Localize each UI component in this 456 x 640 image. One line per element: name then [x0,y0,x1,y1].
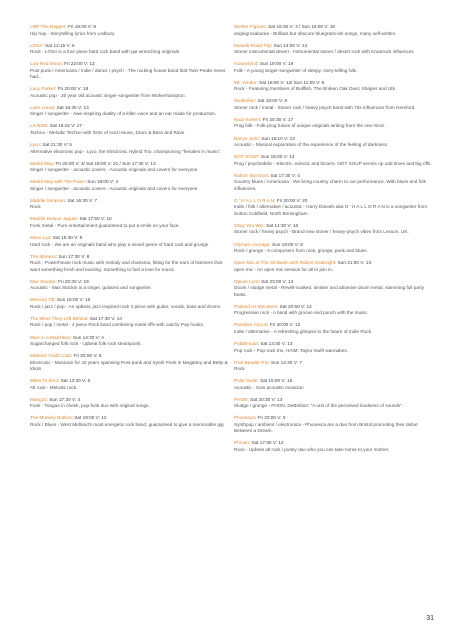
act-schedule: Sat 16:30 V: 3 / Sun 15:00 V: 16 [268,24,336,29]
act-heading: The Mess They Left Behind: Sat 17:30 V: 14 [30,315,123,321]
act-entry [234,378,432,391]
page-number: 31 [426,615,434,622]
act-name: Painted As Monsters [234,303,277,309]
act-heading: Paul Beadle Trio: Sun 14:30 V: 7 [234,359,302,365]
act-heading: Mercury Tilt: Sun 16:00 V: 16 [30,297,91,303]
act-description: Rock / grunge - 5 composers from rock, grunge, punk and blues. [234,248,368,254]
act-entry [30,316,228,329]
act-schedule: Sun 21:00 V: 13 [337,260,372,266]
act-heading: Opium Lord: Sat 23:00 V: 13 [234,278,294,284]
act-entry [234,440,432,453]
act-name: Maddi May [30,160,53,166]
act-description: Acoustic pop - 20 year old acoustic singer-songwriter from Wolverhampton. [30,92,186,98]
act-entry [234,322,432,335]
act-schedule: Sat 19:00 V: 8 [257,98,287,104]
act-heading: Midwich Youth Club: Fri 20:00 V: 8 [30,353,102,359]
act-name: Max Stockin [30,278,56,284]
act-heading: The Maness: Sun 17:30 V: 8 [30,253,90,259]
act-heading: Maddie Simpson: Sat 16:30 V: 7 [30,197,98,203]
act-heading: Luke Lucas: Sat 16:30 V: 13 [30,104,89,110]
act-schedule: Sat 18:00 V: 12/ Sun 11:00 V: 6 [259,79,325,85]
act-description: Rock / pop / metal - 4 piece Rock band combining metal riffs with catchy Pop hooks. [30,322,205,328]
act-schedule: Sat 14:30 V: 10 [266,222,299,228]
act-name: Paradise Circus [234,322,268,328]
act-description: Progressive rock - A band with groove and punch with the music. [234,310,369,316]
act-description: Acoustic - Max Stockin is a singer, guitarist and songwriter. [30,285,152,291]
act-entry [30,235,228,248]
act-schedule: Sat 20:50 V: 14 [279,303,312,309]
act-name: Mother Figures [234,24,266,29]
act-name: The Monkey Butlers [30,415,72,421]
act-schedule: Sat 17:30 V: 4 [270,172,300,178]
act-schedule: Fri 20:00 V: 20 [276,197,308,203]
act-description: Rock - Featuring members of Bullfish, The Broken Oak Duet, Shapes and Utk. [234,86,397,92]
act-name: Phonesca [234,415,255,421]
act-name: Maddi May with The Paws [30,179,85,185]
act-name: Paul Beadle Trio [234,359,269,365]
act-name: Maddie Deluxe Jaguar [30,216,77,222]
act-entry [30,123,228,136]
act-heading: Nadi Harlem: Fri 20:30 V: 17 [234,116,294,122]
act-schedule: Fri 22:00 V: 12 [64,61,95,67]
act-name: Motorik Road Trip [234,42,271,48]
act-entry [234,198,432,218]
act-entry [30,86,228,99]
act-heading: Painted As Monsters: Sat 20:50 V: 14 [234,303,312,309]
act-name: Miles To Zero [30,378,59,384]
act-heading: Mother Figures: Sat 16:30 V: 3 / Sun 15:00 V: 16 [234,24,336,29]
act-name: Low Red Moon [30,61,62,67]
act-schedule: Fri 20:30 V: 17 [262,116,294,122]
act-description: Acoustic - Musical exploration of the experience of the feeling of darkness. [234,142,389,148]
act-heading: Olympic Average: Sun 19:00 V: 8 [234,241,303,247]
act-schedule: Sun 19:00 V: 4 [87,179,119,185]
act-entry [30,216,228,229]
act-description: Singer / songwriter - acoustic covers - Acoustic originals and covers for everyone [30,167,198,173]
act-heading: Maddi May with The Paws: Sun 19:00 V: 4 [30,179,119,185]
act-heading: LOSA: Sat 12:15 V: 6 [30,42,75,48]
act-entry [234,260,432,273]
act-name: Lyco [30,142,40,148]
act-description: Prog / psychedelic - Electric, eclectic and bizarre. NOT SOUP serves up odd times and big riffs. [234,160,432,166]
act-schedule: Fri 20:00 V: 18 [57,86,89,92]
act-schedule: Sat 21:30 V: 5 [42,142,72,148]
act-entry [234,242,432,255]
act-heading: Phrvan: Sat 17:00 V: 12 [234,440,284,446]
act-description: Funk - Tongue in cheek, pop-funk duo with original songs. [30,403,150,409]
act-heading: Phonesca: Fri 20:00 V: 5 [234,415,286,421]
act-heading: Okay You Win: Sat 14:30 V: 10 [234,222,299,228]
act-entry [234,341,432,354]
act-heading: PHON: Sat 20:30 V: 13 [234,396,283,402]
act-description: Stoner rock / metal - Stoner rock / heavy psych band with 70s influences from Hereford. [234,104,416,110]
act-name: Phrvan [234,440,249,446]
act-description: Synthpop / ambient / electronica - Phonesca are a duo from Bristol promoting their debut Between a Dream. [234,421,418,434]
act-name: Open Mic at The Oil Basin with Robert Seabright [234,260,336,266]
act-description: Acoustic - Solo acoustic musician [234,384,304,390]
act-entry [30,415,228,428]
act-entry [234,279,432,299]
act-entry [234,117,432,130]
act-entry [30,24,228,37]
act-entry [30,161,228,174]
act-name: LMF The Rapper [30,24,66,29]
act-schedule: Fri 19:00 V: 9 [67,24,96,29]
act-description: Funk metal - Pure entertainment guaranteed to put a smile on your face. [30,222,180,228]
act-schedule: Sun 14:30 V: 7 [271,359,302,365]
act-heading: LMF The Rapper: Fri 19:00 V: 9 [30,24,96,29]
act-heading: The Monkey Butlers: Sat 19:00 V: 12 [30,415,107,421]
act-entry [234,43,432,56]
act-heading: Motorik Road Trip: Sun 14:00 V: 14 [234,42,308,48]
act-schedule: Sun 19:00 V: 8 [271,241,303,247]
act-description: Sludge / grunge - PHON, DeBrittion: "A unit of the perceived loudness of sounds". [234,403,404,409]
act-entry [234,61,432,74]
act-schedule: Sun 14:00 V: 14 [273,42,308,48]
act-description: Country blues / Americana - We bring country charm to our performance. With blues and folk influences. [234,179,426,191]
act-name: The Mess They Left Behind [30,315,88,321]
act-description: Indie / folk / alternative / acoustic - Harry Daniels aka O ' H A L L O R A N is a songwriter from Sutton Coldfield, North Birmingham. [234,204,428,216]
act-schedule: Sat 15:30 V: 9 [52,235,83,241]
act-description: Rock / Blues - West Midland's most energetic rock band, guaranteed to give a memorable gig [30,421,224,427]
act-schedule: Fri 20:00 V: 5 [257,415,286,421]
act-description: Alt rock - Melodic rock. [30,384,78,390]
act-name: Nadi Harlem [234,116,261,122]
act-description: Rock - Powerhouse rock music with melody and charisma, fitting for the ears of listeners that want something fresh and exciting. Something to fuel a love for music. [30,260,223,272]
act-description: Singer / songwriter - acoustic covers - Acoustic originals and covers for everyone [30,185,198,191]
act-schedule: Sat 20:30 V: 13 [250,396,283,402]
act-description: Singer / songwriter - Awe-inspiring duality of a killer voice and an ear made for production. [30,111,217,117]
act-schedule: Fri 20:00 V: 8 [73,353,102,359]
act-entry [234,24,432,37]
act-name: O ' H A L L O R A N [234,197,275,203]
act-description: Hip hop - Storytelling lyrics from Ledbury [30,30,115,36]
act-description: anglogrosaboma - Brilliant but obscure bluegrass-ish songs, many self-written. [234,30,397,36]
act-heading: Max Stockin: Fri 20:30 V: 19 [30,278,89,284]
act-entry [30,397,228,410]
act-description: Folk - A young singer-songwriter of sleepy, story-telling folk. [234,67,358,73]
act-description: Rock [234,366,245,372]
act-entry [30,335,228,348]
act-name: Mercury Tilt [30,297,55,303]
act-description: Rock - Upbeat alt rock / punky duo who you can take home to your mother. [234,446,390,452]
act-name: Pubblmuda [234,341,258,346]
act-entry [234,415,432,435]
act-heading: Pubblmuda: Sat 13:30 V: 13 [234,341,293,346]
act-description: Doom / sludge metal - Revelt-soaked, sinister and abrasive doom metal, slamming full party beats. [234,285,425,297]
act-schedule: Sat 17:00 V: 12 [251,440,284,446]
act-heading: Polar Dude: Sat 15:00 V: 16 [234,378,293,384]
act-description: Rock - LOSA is a four piece hard rock band with gut wrenching originals [30,49,180,55]
act-heading: Mt. Yonder: Sat 18:00 V: 12/ Sun 11:00 V: 6 [234,79,325,85]
act-schedule: Sat 23:00 V: 13 [261,278,294,284]
act-name: The Maness [30,253,56,259]
act-description: open mic - An open mic session for all to join in. [234,266,334,272]
act-description: Post punk / Americana / Indie / dance / psych - The rocking house band that Twin Peaks never had... [30,67,226,80]
act-schedule: Fri 20:00 V: 3/ Sat 19:00 V: 21 / Sun 17:30 V: 13 [55,160,156,166]
act-heading: mousehmd: Sun 19:00 V: 19 [234,61,294,67]
act-description: Rock / jazz / pop - An upbeat, jazz-inspired-rock 3 piece with guitar, vocals, bass and drums. [30,303,222,309]
act-name: Luke Lucas [30,104,54,110]
act-name: LX NDN [30,123,48,129]
act-schedule: Sun 19:00 V: 19 [259,61,294,67]
act-heading: Miles To Zero: Sat 13:30 V: 6 [30,378,91,384]
act-entry [30,279,228,292]
act-entry [30,378,228,391]
act-entry [234,173,432,193]
act-name: Olympic Average [234,241,270,247]
act-name: Nanys John [234,135,259,141]
act-entry [30,297,228,310]
act-entry [234,98,432,111]
act-entry [30,43,228,56]
act-entry [30,353,228,373]
act-schedule: Sat 13:30 V: 13 [260,341,293,346]
act-description: Stoner instrumental desert - Instrumental stoner / desert rock with Krautrock influences [234,49,414,55]
act-schedule: Sat 15:00 V: 16 [260,378,293,384]
act-heading: Mangoz: Sun 17:30 V: 4 [30,396,81,402]
act-schedule: Sat 13:30 V: 6 [60,378,91,384]
act-schedule: Sat 16:30 V: 7 [67,197,98,203]
act-description: Prog folk - Folk-prog fusion of unique originals writing from the one mind. [234,123,385,129]
act-heading: Nanys John: Sun 15:10 V: 13 [234,135,295,141]
act-description: Alternative electronic pop - Lyco, the Electronic Hybrid Trio, championing "females in music". [30,148,222,154]
act-schedule: Sun 15:00 V: 14 [261,154,295,160]
act-schedule: Sun 17:30 V: 8 [58,253,90,259]
left-column [30,24,228,434]
act-schedule: Sun 17:30 V: 4 [49,396,81,402]
act-description: Indie / alternative - A refreshing glimpse to the future of Indie Rock. [234,328,373,334]
act-name: Okay You Win [234,222,264,228]
act-heading: Open Mic at The Oil Basin with Robert Seabright: Sun 21:00 V: 13 [234,260,372,266]
act-description: Sugarcharged folk rock - Upbeat folk rock steampunk. [30,341,142,346]
act-entry [234,304,432,317]
act-name: Mangoz [30,396,47,402]
act-heading: Nothin' But Dust: Sat 17:30 V: 4 [234,172,300,178]
act-name: Mt. Yonder [234,79,257,85]
act-schedule: Sun 16:00 V: 16 [56,297,91,303]
act-name: mousehmd [234,61,258,67]
act-heading: Paradise Circus: Fri 20:00 V: 12 [234,322,301,328]
act-name: Nothin' But Dust [234,172,268,178]
act-description: Rock [30,204,41,210]
act-entry [234,154,432,167]
act-description: Pop rock - Pop-rock trio, HAIM, Taylor Swift wannabes. [234,347,349,353]
act-entry [30,142,228,155]
act-description: Stoner rock / heavy psych - Brand new stoner / heavy-psych vibes from Lesson, UK. [234,229,409,235]
act-entry [234,397,432,410]
act-heading: Mudlarker: Sat 19:00 V: 8 [234,98,287,104]
act-heading: NOT SOUP: Sun 15:00 V: 14 [234,154,295,160]
act-name: Mudlarker [234,98,255,104]
act-schedule: Fri 20:30 V: 19 [58,278,89,284]
act-entry [30,179,228,192]
act-name: Midwich Youth Club [30,353,71,359]
act-heading: Maddie Deluxe Jaguar: Sat 17:50 V: 10 [30,216,112,222]
act-schedule: Sat 12:15 V: 6 [45,42,75,48]
act-schedule: Sat 17:30 V: 14 [89,315,123,321]
act-name: LOSA [30,42,43,48]
act-name: Mans Lye [30,235,51,241]
act-heading: LX NDN: Sat 16:15 V: 17 [30,123,82,129]
act-heading: Mans Lye: Sat 15:30 V: 9 [30,235,83,241]
act-name: Opium Lord [234,278,259,284]
act-heading: Mice in a Matchbox: Sun 14:30 V: 4 [30,334,104,340]
act-schedule: Sun 15:10 V: 13 [261,135,295,141]
act-heading: Low Red Moon: Fri 22:00 V: 12 [30,61,95,67]
act-entry [234,360,432,373]
act-schedule: Fri 20:00 V: 12 [269,322,301,328]
act-schedule: Sat 19:00 V: 12 [74,415,107,421]
act-entry [234,223,432,236]
act-entry [30,105,228,118]
act-name: Mice in a Matchbox [30,334,71,340]
act-schedule: Sat 17:50 V: 10 [79,216,112,222]
act-entry [30,254,228,274]
act-description: Techno - Melodic Techno with hints of Acid House, Drum & Bass and Rave [30,129,185,135]
act-schedule: Sat 16:15 V: 17 [49,123,82,129]
act-entry [234,136,432,149]
act-name: PHON [234,396,248,402]
act-schedule: Sat 16:30 V: 13 [56,104,89,110]
right-column [234,24,432,459]
act-heading: Lucy Parker: Fri 20:00 V: 18 [30,86,89,92]
act-heading: Lyco: Sat 21:30 V: 5 [30,142,72,148]
act-name: Lucy Parker [30,86,56,92]
act-name: Maddie Simpson [30,197,65,203]
act-heading: Maddi May: Fri 20:00 V: 3/ Sat 19:00 V: 21 / Sun 17:30 V: 13 [30,160,156,166]
act-schedule: Sun 14:30 V: 4 [73,334,104,340]
act-heading: O ' H A L L O R A N: Fri 20:00 V: 20 [234,197,308,203]
act-name: Polar Dude [234,378,258,384]
act-entry [30,61,228,81]
act-name: NOT SOUP [234,154,259,160]
act-description: Hard rock - We are an originals band who play a mixed genre of hard rock and grunge [30,241,209,247]
act-description: Electronic - Musician for 43 years spanning Post-punk and Synth Punk in Megatery and Betty & Idiots [30,359,228,372]
act-entry [234,80,432,93]
act-entry [30,198,228,211]
